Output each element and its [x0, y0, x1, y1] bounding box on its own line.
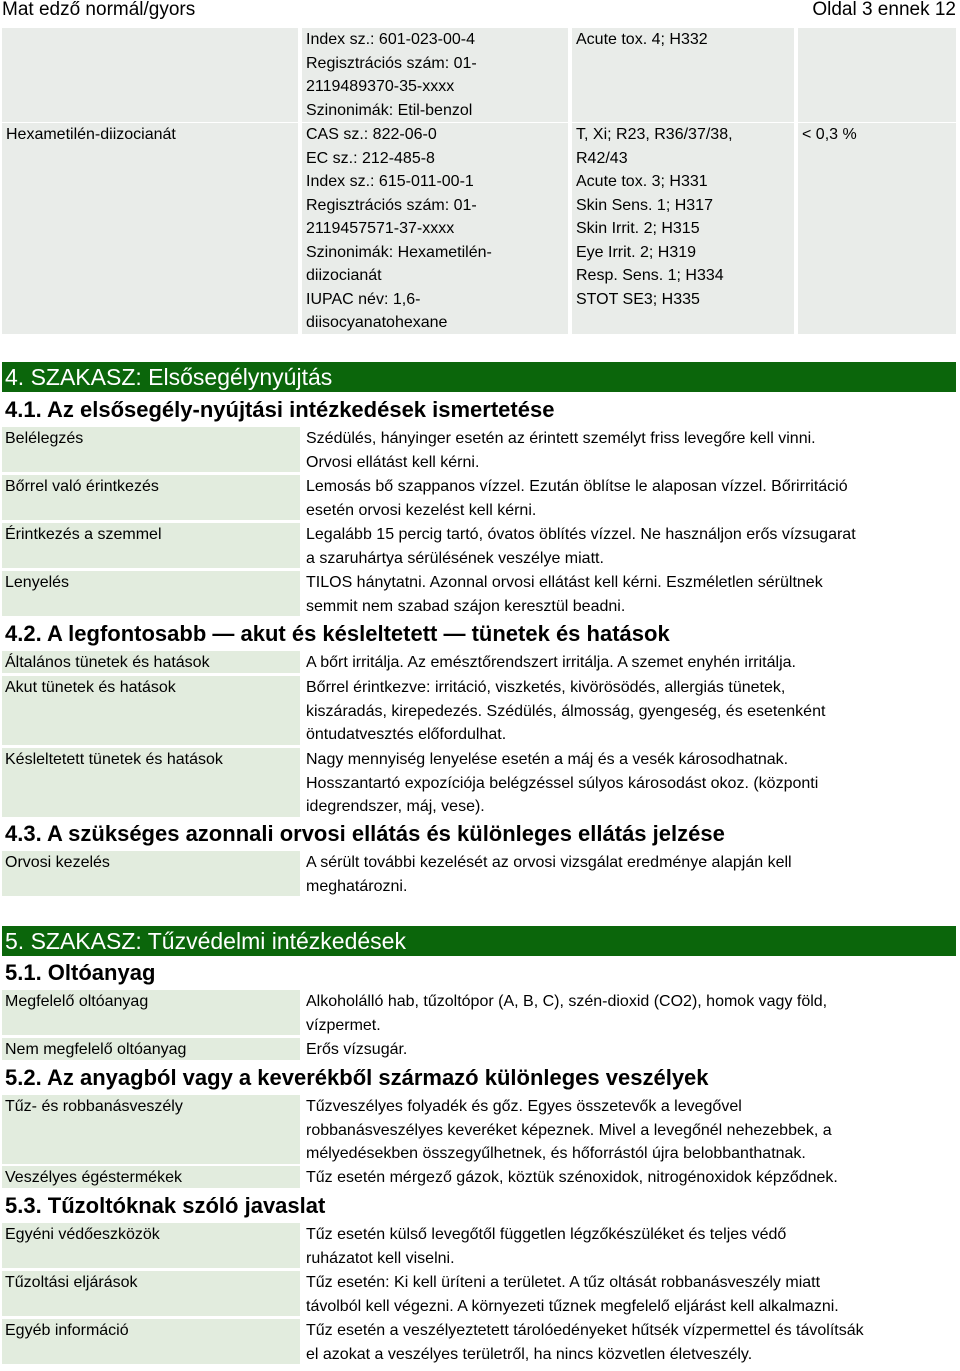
row-text-general-symptoms: A bőrt irritálja. Az emésztőrendszert irritálja. A szemet enyhén irritálja. [306, 654, 796, 671]
subsection-5-3-title: 5.3. Tűzoltóknak szóló javaslat [5, 1193, 326, 1218]
row-label-ingestion: Lenyelés [2, 571, 300, 616]
subsection-4-1-title: 4.1. Az elsősegély-nyújtási intézkedések ismertetése [5, 397, 555, 422]
row-label-combustion-products: Veszélyes égéstermékek [2, 1166, 300, 1188]
row-label-other-information: Egyéb információ [2, 1319, 300, 1364]
row-label-acute-symptoms: Akut tünetek és hatások [2, 676, 300, 745]
row-text-medical-treatment: A sérült további kezelését az orvosi vizsgálat eredménye alapján kell meghatározni. [306, 854, 792, 895]
subsection-4-2-title: 4.2. A legfontosabb — akut és késleltetett — tünetek és hatások [5, 621, 670, 646]
row-text-fire-explosion-hazard: Tűzveszélyes folyadék és gőz. Egyes összetevők a levegővel robbanásveszélyes keveréket képeznek. Mivel a levegőnél nehezebbek, a mélyedésekben összegyűlhetnek, és hőforrástól újra belobbanthatnak. [306, 1098, 832, 1162]
row-label-protective-equipment: Egyéni védőeszközök [2, 1223, 300, 1268]
row-text-eye-contact: Legalább 15 percig tartó, óvatos öblítés vízzel. Ne használjon erős vízsugarat a szaruhártya sérülésének veszélye miatt. [306, 526, 856, 567]
row-text-unsuitable-media: Erős vízsugár. [306, 1041, 408, 1058]
document-title: Mat edző normál/gyors [2, 0, 196, 20]
row-label-eye-contact: Érintkezés a szemmel [2, 523, 300, 568]
row-text-inhalation: Szédülés, hányinger esetén az érintett személyt friss levegőre kell vinni. Orvosi ellátást kell kérni. [306, 430, 816, 471]
row-label-unsuitable-media: Nem megfelelő oltóanyag [2, 1038, 300, 1060]
table-cell-name-empty [2, 28, 298, 122]
row-text-skin-contact: Lemosás bő szappanos vízzel. Ezután öblítse le alaposan vízzel. Bőrirritáció esetén orvosi kezelést kell kérni. [306, 478, 848, 519]
section-5-header: 5. SZAKASZ: Tűzvédelmi intézkedések [2, 926, 956, 956]
row-text-other-information: Tűz esetén a veszélyeztetett tárolóedényeket hűtsék vízpermettel és távolítsák el azokat a veszélyes területről, ha nincs közvetlen életveszély. [306, 1322, 864, 1363]
row-text-firefighting-procedures: Tűz esetén: Ki kell üríteni a területet. A tűz oltását robbanásveszély miatt távolból kell végezni. A környezeti tűznek megfelelő eljárást kell alkalmazni. [306, 1274, 839, 1315]
table-cell-classification: T, Xi; R23, R36/37/38, R42/43 Acute tox. 3; H331 Skin Sens. 1; H317 Skin Irrit. 2; H315 Eye Irrit. 2; H319 Resp. Sens. 1; H334 STOT SE3; H335 [572, 123, 794, 334]
table-cell-name: Hexametilén-diizocianát [2, 123, 298, 334]
row-label-medical-treatment: Orvosi kezelés [2, 851, 300, 896]
row-text-acute-symptoms: Bőrrel érintkezve: irritáció, viszketés, kivörösödés, allergiás tünetek, kiszáradás, kirepedezés. Szédülés, álmosság, gyengeség, és esetenként öntudatvesztés előfordulhat. [306, 679, 826, 743]
row-text-protective-equipment: Tűz esetén külső levegőtől független légzőkészüléket és teljes védő ruházatot kell viselni. [306, 1226, 787, 1267]
row-label-suitable-media: Megfelelő oltóanyag [2, 990, 300, 1035]
table-cell-classification: Acute tox. 4; H332 [572, 28, 794, 122]
row-label-firefighting-procedures: Tűzoltási eljárások [2, 1271, 300, 1316]
page-header [0, 0, 960, 22]
row-label-general-symptoms: Általános tünetek és hatások [2, 651, 300, 673]
page-number: Oldal 3 ennek 12 [812, 0, 956, 20]
row-label-skin-contact: Bőrrel való érintkezés [2, 475, 300, 520]
section-4-header: 4. SZAKASZ: Elsősegélynyújtás [2, 362, 956, 392]
row-text-ingestion: TILOS hánytatni. Azonnal orvosi ellátást kell kérni. Eszméletlen sérültnek semmit nem szabad szájon keresztül beadni. [306, 574, 823, 615]
table-cell-concentration: < 0,3 % [798, 123, 956, 334]
row-label-inhalation: Belélegzés [2, 427, 300, 472]
table-cell-ids: Index sz.: 601-023-00-4 Regisztrációs szám: 01- 2119489370-35-xxxx Szinonimák: Etil-benzol [302, 28, 568, 122]
row-label-delayed-symptoms: Késleltetett tünetek és hatások [2, 748, 300, 817]
row-label-fire-explosion-hazard: Tűz- és robbanásveszély [2, 1095, 300, 1164]
row-text-combustion-products: Tűz esetén mérgező gázok, köztük szénoxidok, nitrogénoxidok képződnek. [306, 1169, 838, 1186]
row-text-delayed-symptoms: Nagy mennyiség lenyelése esetén a máj és a vesék károsodhatnak. Hosszantartó expozíciója belégzéssel súlyos károsodást okoz. (központi idegrendszer, máj, vese). [306, 751, 819, 815]
row-text-suitable-media: Alkoholálló hab, tűzoltópor (A, B, C), szén-dioxid (CO2), homok vagy föld, vízpermet. [306, 993, 828, 1034]
table-cell-ids: CAS sz.: 822-06-0 EC sz.: 212-485-8 Index sz.: 615-011-00-1 Regisztrációs szám: 01- 2119457571-37-xxxx Szinonimák: Hexametilén- diizocianát IUPAC név: 1,6- diisocyanatohexane [302, 123, 568, 334]
subsection-5-2-title: 5.2. Az anyagból vagy a keverékből származó különleges veszélyek [5, 1065, 709, 1090]
subsection-5-1-title: 5.1. Oltóanyag [5, 960, 156, 985]
table-cell-concentration-empty [798, 28, 956, 122]
subsection-4-3-title: 4.3. A szükséges azonnali orvosi ellátás és különleges ellátás jelzése [5, 821, 725, 846]
